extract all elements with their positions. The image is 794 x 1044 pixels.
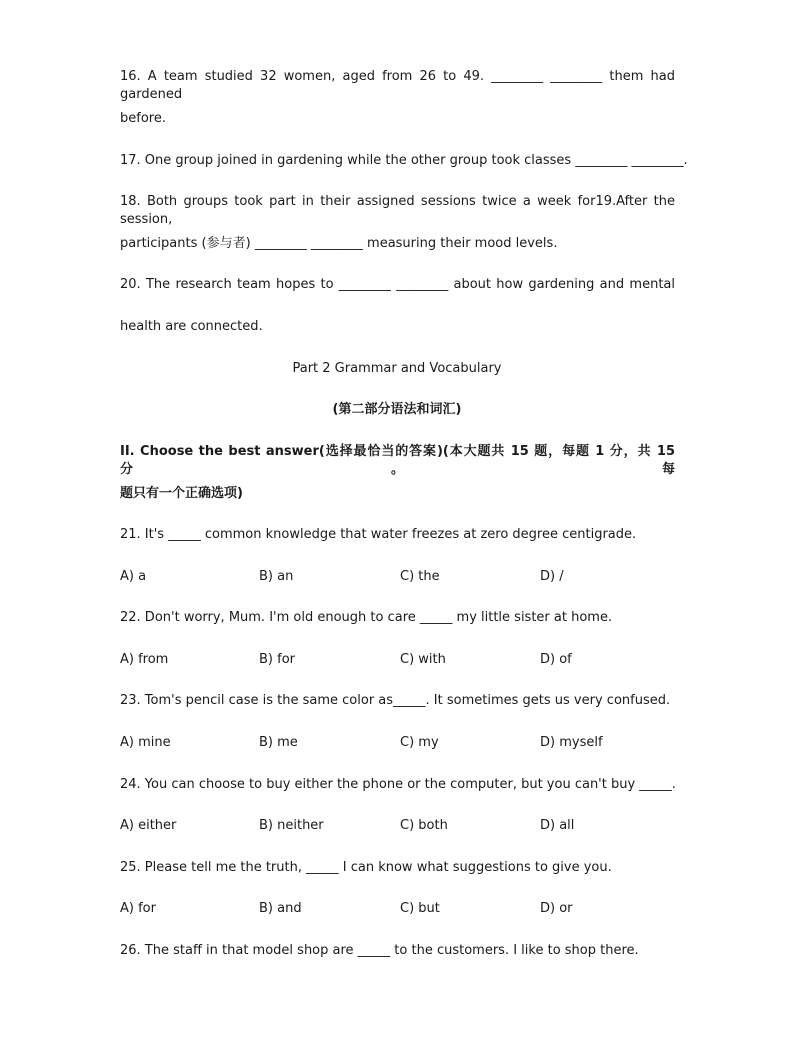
question-23-option-b: B) me: [259, 735, 298, 750]
question-23-option-c: C) my: [400, 735, 439, 750]
question-26: 26. The staff in that model shop are _____ to the customers. I like to shop there.: [120, 943, 639, 958]
question-25-option-c: C) but: [400, 901, 440, 916]
question-22-option-d: D) of: [540, 652, 572, 667]
question-23: 23. Tom's pencil case is the same color as_____. It sometimes gets us very confused.: [120, 693, 671, 708]
question-23-option-a: A) mine: [120, 735, 171, 750]
question-18-line-1: 18. Both groups took part in their assigned sessions twice a week for19.After the session,: [120, 194, 675, 227]
question-25-option-d: D) or: [540, 901, 573, 916]
question-21-option-b: B) an: [259, 569, 294, 584]
question-22-option-b: B) for: [259, 652, 295, 667]
question-25-option-a: A) for: [120, 901, 156, 916]
question-24-option-d: D) all: [540, 818, 575, 833]
question-21-option-d: D) /: [540, 569, 564, 584]
question-22-option-a: A) from: [120, 652, 169, 667]
question-24: 24. You can choose to buy either the phone or the computer, but you can't buy _____.: [120, 777, 676, 792]
question-21-option-a: A) a: [120, 569, 147, 584]
question-16-line-2: before.: [120, 111, 166, 126]
question-20-line-1: 20. The research team hopes to ________ ________ about how gardening and mental: [120, 277, 675, 292]
question-25-option-b: B) and: [259, 901, 302, 916]
question-24-option-b: B) neither: [259, 818, 324, 833]
question-20-line-2: health are connected.: [120, 319, 263, 334]
question-21: 21. It's _____ common knowledge that water freezes at zero degree centigrade.: [120, 527, 637, 542]
question-16-line-1: 16. A team studied 32 women, aged from 26 to 49. ________ ________ them had gardened: [120, 69, 675, 102]
question-21-option-c: C) the: [400, 569, 440, 584]
question-23-option-d: D) myself: [540, 735, 603, 750]
section-ii-instruction-line-1: II. Choose the best answer(选择最恰当的答案)(本大题共 15 题，每题 1 分，共 15 分。每: [120, 444, 675, 477]
question-17: 17. One group joined in gardening while the other group took classes ________ ________.: [120, 153, 688, 168]
question-22: 22. Don't worry, Mum. I'm old enough to care _____ my little sister at home.: [120, 610, 613, 625]
question-25: 25. Please tell me the truth, _____ I can know what suggestions to give you.: [120, 860, 612, 875]
part-2-subtitle: (第二部分语法和词汇): [332, 402, 462, 417]
part-2-title: Part 2 Grammar and Vocabulary: [292, 361, 502, 376]
question-18-line-2: participants (参与者) ________ ________ measuring their mood levels.: [120, 236, 558, 251]
question-24-option-c: C) both: [400, 818, 448, 833]
section-ii-instruction-line-2: 题只有一个正确选项): [120, 486, 243, 501]
question-22-option-c: C) with: [400, 652, 446, 667]
question-24-option-a: A) either: [120, 818, 177, 833]
